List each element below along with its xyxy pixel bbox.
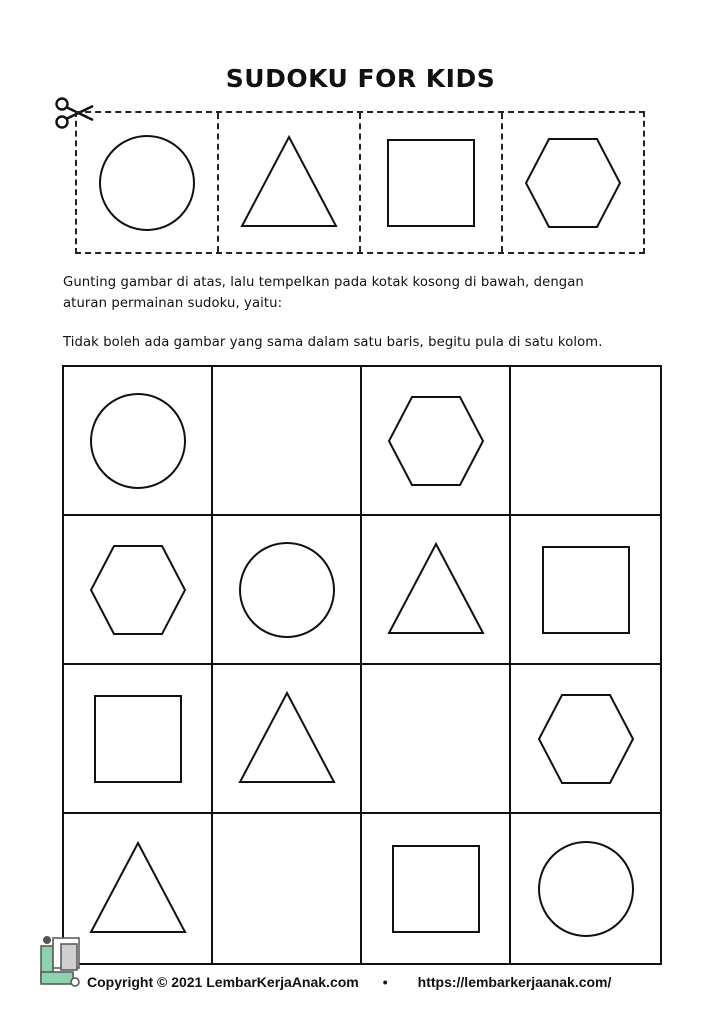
square-outline [95, 696, 181, 782]
grid-cell[interactable] [362, 367, 511, 516]
triangle-outline [91, 843, 185, 932]
grid-cell[interactable] [64, 516, 213, 665]
page-title: SUDOKU FOR KIDS [225, 64, 496, 93]
hexagon-shape [523, 133, 623, 233]
square-shape [536, 540, 636, 640]
instruction-line-1: Gunting gambar di atas, lalu tempelkan pada kotak kosong di bawah, dengan [63, 275, 584, 290]
triangle-outline [242, 137, 336, 226]
footer-link[interactable]: https://lembarkerjaanak.com/ [417, 974, 612, 990]
hexagon-outline [91, 546, 185, 634]
hexagon-outline [389, 397, 483, 485]
triangle-shape [239, 133, 339, 233]
sudoku-grid [62, 365, 662, 965]
square-shape [381, 133, 481, 233]
site-logo [39, 934, 83, 988]
circle-shape [97, 133, 197, 233]
rule-text: Tidak boleh ada gambar yang sama dalam satu baris, begitu pula di satu kolom. [63, 335, 603, 350]
grid-cell[interactable] [64, 367, 213, 516]
grid-cell[interactable] [64, 665, 213, 814]
circle-outline [100, 136, 194, 230]
grid-cell[interactable] [213, 516, 362, 665]
circle-outline [240, 543, 334, 637]
circle-shape [237, 540, 337, 640]
cutout-cell [361, 113, 503, 252]
grid-cell[interactable] [213, 665, 362, 814]
circle-outline [91, 394, 185, 488]
cutout-cell [503, 113, 643, 252]
hexagon-outline [526, 139, 620, 227]
square-outline [393, 846, 479, 932]
instruction-line-2: aturan permainan sudoku, yaitu: [63, 296, 283, 311]
circle-shape [88, 391, 188, 491]
hexagon-shape [536, 689, 636, 789]
circle-outline [539, 842, 633, 936]
square-shape [386, 839, 486, 939]
instruction-text [63, 272, 663, 314]
grid-cell[interactable] [511, 367, 660, 516]
hexagon-shape [88, 540, 188, 640]
cutout-cell [219, 113, 361, 252]
triangle-shape [386, 540, 486, 640]
grid-cell[interactable] [64, 814, 213, 963]
footer-separator: • [382, 974, 388, 990]
triangle-shape [237, 689, 337, 789]
square-shape [88, 689, 188, 789]
grid-cell[interactable] [213, 814, 362, 963]
hexagon-outline [539, 695, 633, 783]
square-outline [543, 547, 629, 633]
footer [87, 972, 667, 992]
triangle-shape [88, 839, 188, 939]
copyright-text: Copyright © 2021 LembarKerjaAnak.com [87, 974, 359, 990]
square-outline [388, 140, 474, 226]
grid-cell[interactable] [511, 665, 660, 814]
circle-shape [536, 839, 636, 939]
grid-cell[interactable] [213, 367, 362, 516]
grid-cell[interactable] [511, 516, 660, 665]
grid-cell[interactable] [362, 814, 511, 963]
triangle-outline [240, 693, 334, 782]
cutout-strip [75, 111, 645, 254]
hexagon-shape [386, 391, 486, 491]
triangle-outline [389, 544, 483, 633]
grid-cell[interactable] [511, 814, 660, 963]
grid-cell[interactable] [362, 665, 511, 814]
cutout-cell [77, 113, 219, 252]
grid-cell[interactable] [362, 516, 511, 665]
